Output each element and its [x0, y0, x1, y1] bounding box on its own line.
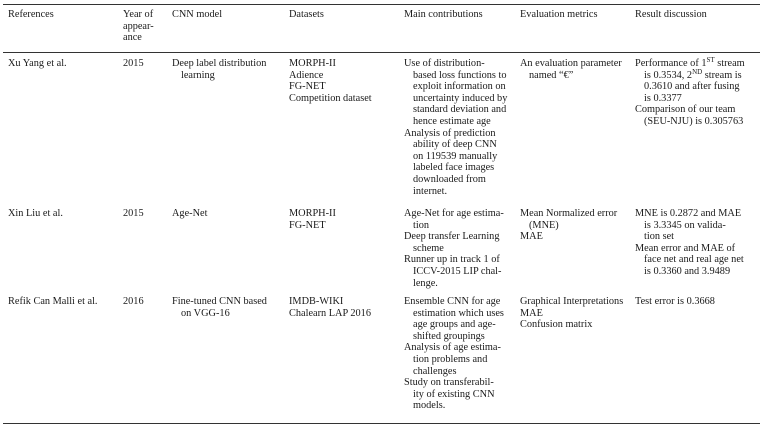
table-row-1-reference: Xu Yang et al. [8, 58, 67, 69]
table-row-2-datasets: MORPH-II FG-NET [289, 208, 336, 231]
table-row-2-results [635, 208, 744, 278]
table-row-1-metrics: An evaluation parameter named “€” [520, 58, 622, 81]
header-bottom-rule [3, 52, 760, 53]
header-evaluation-metrics: Evaluation metrics [520, 9, 598, 20]
metric-item: Mean Normalized error (MNE) [520, 208, 618, 231]
table-row-1-cnn-model: Deep label distribution learning [172, 58, 267, 81]
table-row-1-contributions [404, 58, 507, 197]
table-row-2-year: 2015 [123, 208, 144, 219]
header-year: Year of appear- ance [123, 9, 154, 44]
contribution-item: Runner up in track 1 of ICCV-2015 LIP chal- lenge. [404, 254, 502, 289]
contribution-item: Analysis of prediction ability of deep CNN on 119539 manually labeled face images downloaded from internet. [404, 127, 498, 197]
table-row-2-cnn-model: Age-Net [172, 208, 208, 219]
table-row-2-reference: Xin Liu et al. [8, 208, 63, 219]
table-row-3-metrics: Graphical Interpretations MAE Confusion matrix [520, 296, 624, 331]
contribution-item: Ensemble CNN for age estimation which uses age groups and age- shifted groupings [404, 296, 504, 342]
table-row-3-results: Test error is 0.3668 [635, 296, 715, 307]
result-item: MNE is 0.2872 and MAE is 3.3345 on valida- tion set [635, 208, 742, 243]
table-row-3-cnn-model: Fine-tuned CNN based on VGG-16 [172, 296, 267, 319]
table-row-1-datasets: MORPH-II Adience FG-NET Competition dataset [289, 58, 372, 104]
table-row-3-datasets: IMDB-WIKI Chalearn LAP 2016 [289, 296, 371, 319]
table-row-2-metrics [520, 208, 617, 243]
contribution-item: Deep transfer Learning scheme [404, 231, 500, 254]
metric-item: MAE [520, 231, 543, 243]
table-row-2-contributions [404, 208, 504, 289]
header-cnn-model: CNN model [172, 9, 223, 20]
table-top-rule [3, 4, 760, 5]
table-bottom-rule [3, 423, 760, 424]
contribution-item: Study on transferabil- ity of existing CNN models. [404, 377, 495, 412]
table-row-3-contributions [404, 296, 504, 412]
header-result-discussion: Result discussion [635, 9, 707, 20]
header-main-contributions: Main contributions [404, 9, 483, 20]
header-references: References [8, 9, 54, 20]
header-datasets: Datasets [289, 9, 324, 20]
contribution-item: Analysis of age estima- tion problems and challenges [404, 342, 501, 377]
contribution-item: Use of distribution- based loss functions to exploit information on uncertainty induced by standard deviation and hence estimate age [404, 58, 508, 127]
result-item: Mean error and MAE of face net and real age net is 0.3360 and 3.9489 [635, 242, 744, 277]
table-row-3-reference: Refik Can Malli et al. [8, 296, 98, 307]
contribution-item: Age-Net for age estima- tion [404, 208, 504, 231]
table-row-1-year: 2015 [123, 58, 144, 69]
table-row-3-year: 2016 [123, 296, 144, 307]
table-row-1-results: Performance of 1ST stream is 0.3534, 2ND stream is 0.3610 and after fusing is 0.3377 Comparison of our team (SEU-NJU) is 0.305763 [635, 56, 745, 127]
